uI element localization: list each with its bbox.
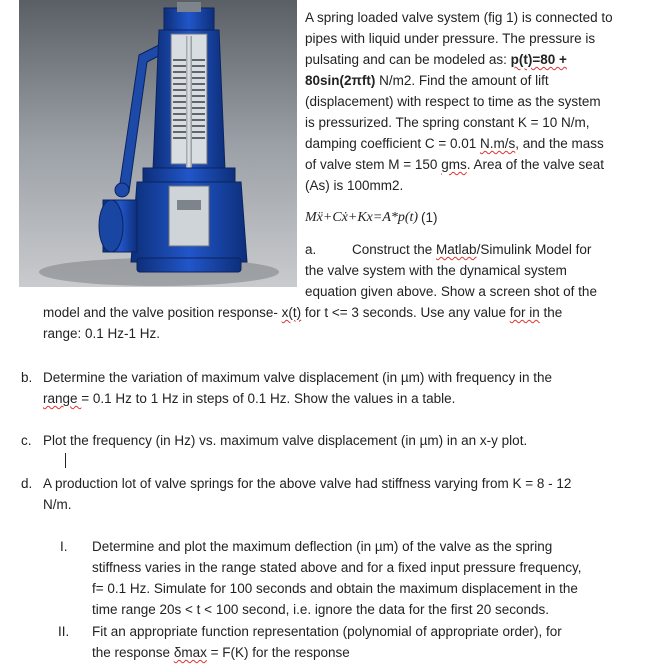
for-in-words: for in	[509, 305, 540, 320]
sub-i-line-1: Determine and plot the maximum deflection (in µm) of the valve as the spring	[92, 539, 553, 554]
part-b-line-1: Determine the variation of maximum valve displacement (in µm) with frequency in the	[43, 370, 552, 385]
part-a-line-3: equation given above. Show a screen shot of the	[305, 284, 597, 299]
part-a-text: for t <= 3 seconds. Use any value	[301, 305, 510, 320]
valve-figure	[19, 0, 297, 287]
damping-unit: N.m/s	[480, 136, 516, 151]
part-a-line-1	[352, 240, 591, 260]
part-a-marker: a.	[305, 242, 317, 257]
part-a-text: the	[539, 305, 563, 320]
matlab-word: Matlab	[436, 242, 477, 257]
part-d-line-1: A production lot of valve springs for the above valve had stiffness varying from K = 8 - 12	[43, 476, 572, 491]
intro-line-6: is pressurized. The spring constant K = 10 N/m,	[305, 115, 590, 130]
equation-1	[305, 208, 418, 228]
response-variable: x(t)	[281, 305, 302, 320]
sub-ii-line-1: Fit an appropriate function representation (polynomial of appropriate order), for	[92, 624, 562, 639]
intro-text: . Area of the valve seat	[466, 157, 605, 172]
intro-text: pulsating and can be modeled as:	[305, 52, 511, 67]
part-a-text: /Simulink Model for	[476, 242, 592, 257]
intro-line-3	[305, 50, 567, 70]
part-a-line-2: the valve system with the dynamical system	[305, 263, 567, 278]
intro-text: of valve stem M = 150	[305, 157, 442, 172]
sub-ii-line-2	[92, 643, 350, 663]
intro-line-8	[305, 155, 604, 175]
delta-max-symbol: δmax	[173, 645, 207, 660]
part-c-line-1: Plot the frequency (in Hz) vs. maximum valve displacement (in µm) in an x-y plot.	[43, 433, 528, 448]
pressure-equation: p(t)=80 +	[510, 52, 567, 67]
intro-line-2: pipes with liquid under pressure. The pressure is	[305, 31, 596, 46]
sub-i-line-2: stiffness varies in the range stated above and for a fixed input pressure frequency,	[92, 560, 582, 575]
sub-i-line-4: time range 20s < t < 100 second, i.e. ignore the data for the first 20 seconds.	[92, 602, 550, 617]
intro-line-5: (displacement) with respect to time as the system	[305, 94, 601, 109]
sub-ii-text: = F(K) for the response	[206, 645, 350, 660]
equation-number: (1)	[421, 210, 438, 225]
part-d-marker: d.	[21, 476, 33, 491]
intro-line-9: (As) is 100mm2.	[305, 178, 404, 193]
part-d-line-2: N/m.	[43, 497, 72, 512]
part-a-text: Construct the	[352, 242, 437, 257]
part-b-line-2	[43, 389, 455, 409]
mass-unit: gms	[441, 157, 467, 172]
equation-text: Mẍ+Cẋ+Kx=A*p(t)	[305, 210, 419, 225]
intro-text: damping coefficient C = 0.01	[305, 136, 480, 151]
intro-line-1: A spring loaded valve system (fig 1) is connected to	[305, 10, 613, 25]
text-cursor	[65, 453, 66, 468]
intro-line-7	[305, 134, 604, 154]
sub-i-marker: I.	[60, 539, 68, 554]
valve-illustration	[19, 0, 297, 287]
part-a-line-5: range: 0.1 Hz-1 Hz.	[43, 326, 161, 341]
range-word: range	[43, 391, 82, 406]
sub-i-line-3: f= 0.1 Hz. Simulate for 100 seconds and obtain the maximum displacement in the	[92, 581, 578, 596]
part-c-marker: c.	[21, 433, 32, 448]
sub-ii-text: the response	[92, 645, 174, 660]
intro-line-4	[305, 71, 549, 91]
intro-text: N/m2. Find the amount of lift	[375, 73, 549, 88]
part-a-line-4	[43, 303, 562, 323]
part-a-text: model and the valve position response-	[43, 305, 282, 320]
part-b-marker: b.	[21, 370, 33, 385]
pressure-equation-cont: 80sin(2πft)	[305, 73, 376, 88]
sub-ii-marker: II.	[58, 624, 70, 639]
intro-text: , and the mass	[515, 136, 604, 151]
part-b-text: = 0.1 Hz to 1 Hz in steps of 0.1 Hz. Show the values in a table.	[81, 391, 456, 406]
